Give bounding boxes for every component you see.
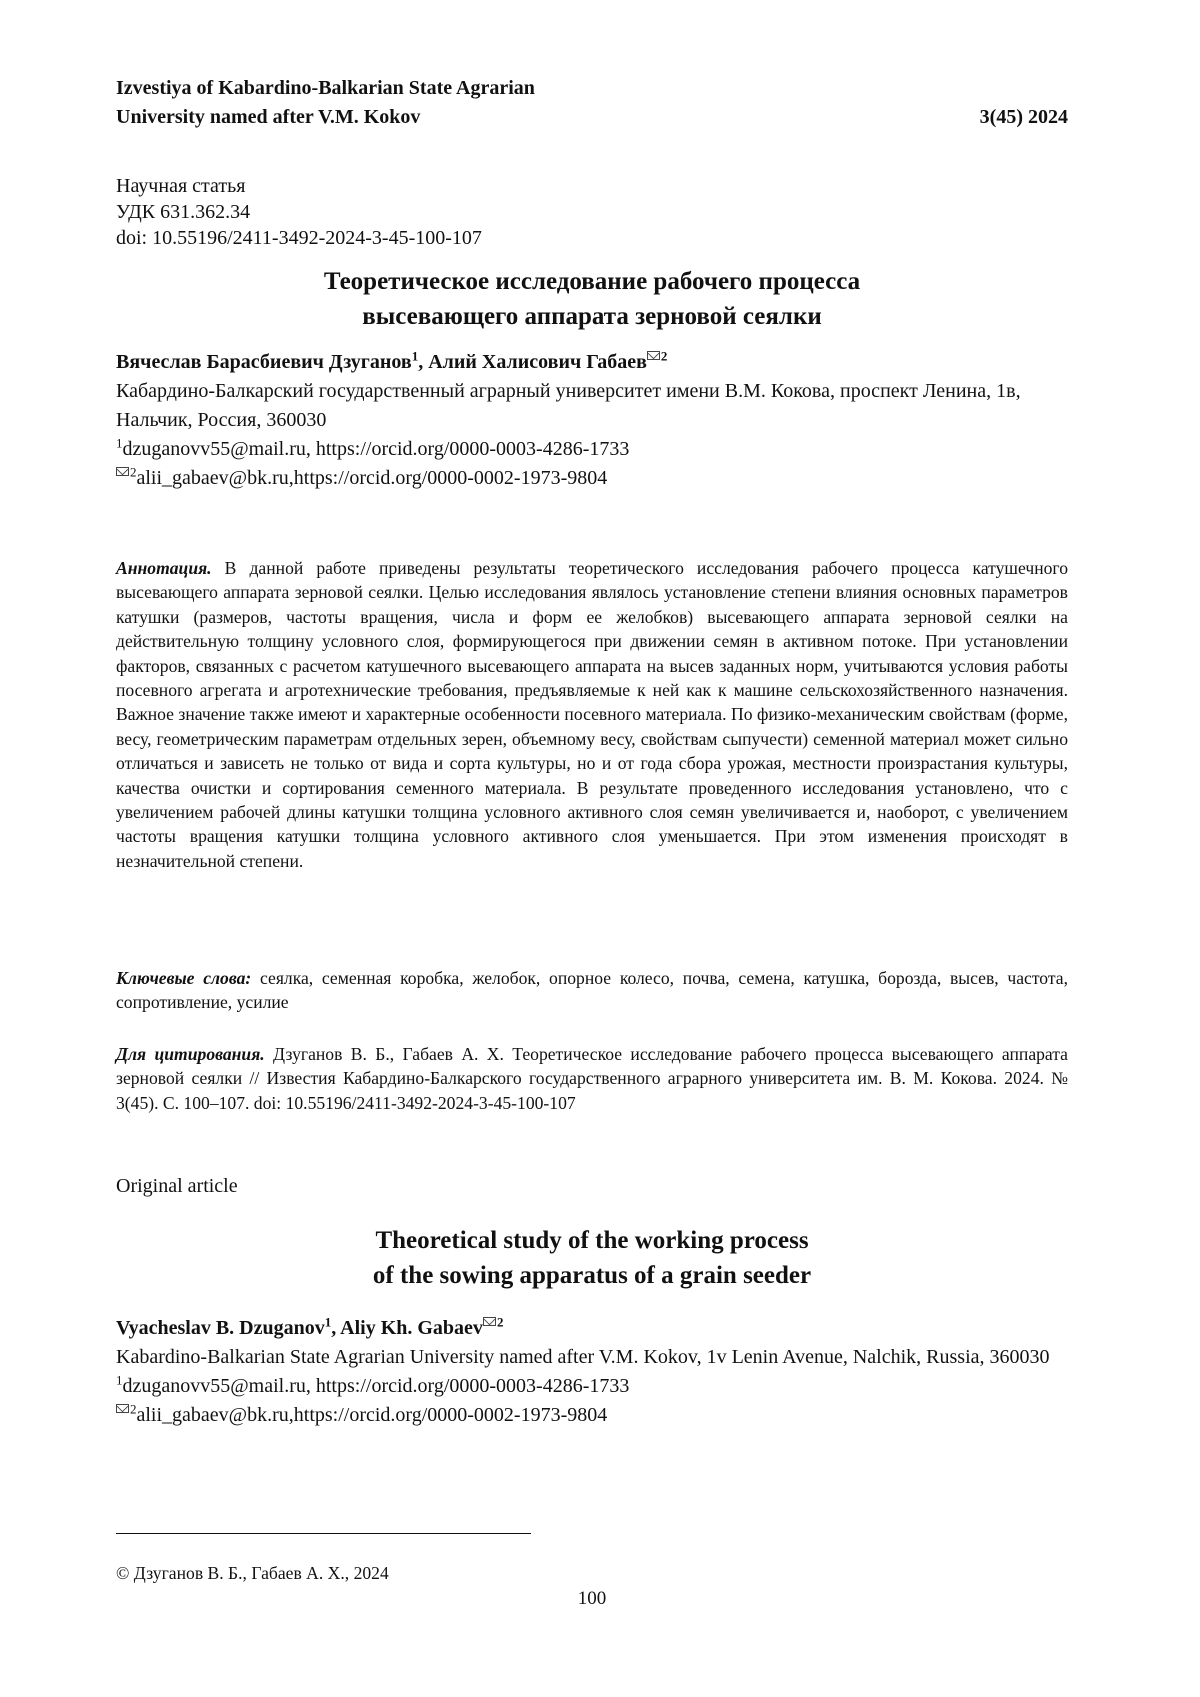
ru-contact1-text[interactable]: dzuganovv55@mail.ru, https://orcid.org/0000-0003-4286-1733 <box>123 438 630 460</box>
envelope-icon <box>483 1317 496 1326</box>
ru-contact2-text[interactable]: alii_gabaev@bk.ru,https://orcid.org/0000-0002-1973-9804 <box>137 467 608 489</box>
ru-author2: Алий Халисович Габаев <box>428 351 647 373</box>
en-author2-sup: 2 <box>497 1314 504 1329</box>
ru-abstract <box>116 556 1068 873</box>
en-contact2-sup: 2 <box>130 1401 137 1416</box>
ru-citation-label: Для цитирования. <box>116 1044 265 1064</box>
en-title-line2: of the sowing apparatus of a grain seeder <box>116 1258 1068 1293</box>
journal-name-line2: University named after V.M. Kokov <box>116 103 420 132</box>
ru-author-names <box>116 348 1068 377</box>
udc-code: УДК 631.362.34 <box>116 199 482 225</box>
ru-article-type: Научная статья <box>116 173 482 199</box>
ru-title-line1: Теоретическое исследование рабочего процесса <box>116 264 1068 299</box>
en-author1-sup: 1 <box>325 1314 332 1329</box>
en-author-separator: , <box>331 1317 340 1339</box>
ru-keywords-text: сеялка, семенная коробка, желобок, опорное колесо, почва, семена, катушка, борозда, высев, частота, сопротивление, усилие <box>116 968 1068 1012</box>
en-authors-block <box>116 1314 1068 1430</box>
journal-header <box>116 74 1068 132</box>
en-contact1 <box>116 1372 1068 1401</box>
ru-author2-sup: 2 <box>661 348 668 363</box>
ru-title <box>116 264 1068 334</box>
en-affiliation: Kabardino-Balkarian State Agrarian University named after V.M. Kokov, 1v Lenin Avenue, Nalchik, Russia, 360030 <box>116 1343 1068 1372</box>
ru-citation <box>116 1042 1068 1115</box>
en-title <box>116 1223 1068 1293</box>
ru-author1: Вячеслав Барасбиевич Дзуганов <box>116 351 412 373</box>
copyright-notice: © Дзуганов В. Б., Габаев А. Х., 2024 <box>116 1563 389 1584</box>
ru-contact1-sup: 1 <box>116 435 123 450</box>
envelope-icon <box>647 351 660 360</box>
doi-link[interactable]: doi: 10.55196/2411-3492-2024-3-45-100-107 <box>116 225 482 251</box>
en-contact1-sup: 1 <box>116 1372 123 1387</box>
ru-keywords-label: Ключевые слова: <box>116 968 251 988</box>
en-contact1-text[interactable]: dzuganovv55@mail.ru, https://orcid.org/0000-0003-4286-1733 <box>123 1375 630 1397</box>
ru-contact2 <box>116 464 1068 493</box>
ru-article-meta <box>116 173 482 251</box>
en-article-type: Original article <box>116 1175 238 1198</box>
ru-authors-block <box>116 348 1068 493</box>
en-title-line1: Theoretical study of the working process <box>116 1223 1068 1258</box>
ru-abstract-text: В данной работе приведены результаты теоретического исследования рабочего процесса катушечного высевающего аппарата зерновой сеялки. Целью исследования являлось установление степени влияния основных параметров катушки (размеров, частоты вращения, числа и форм ее желобков) высевающего аппарата зерновой сеялки на действительную толщину условного слоя, формирующегося при движении семян в активном потоке. При установлении факторов, связанных с расчетом катушечного высевающего аппарата на высев заданных норм, учитываются условия работы посевного агрегата и агротехнические требования, предъявляемые к ней как к машине сельскохозяйственного назначения. Важное значение также имеют и характерные особенности посевного материала. По физико-механическим свойствам (форме, весу, геометрическим параметрам отдельных зерен, объемному весу, свойствам сыпучести) семенной материал может сильно отличаться и зависеть не только от вида и сорта культуры, но и от года сбора урожая, местности произрастания культуры, качества очистки и сортирования семенного материала. В результате проведенного исследования установлено, что с увеличением рабочей длины катушки толщина условного активного слоя семян увеличивается и, наоборот, с увеличением частоты вращения катушки толщина условного активного слоя уменьшается. При этом изменения происходят в незначительной степени. <box>116 558 1068 871</box>
footnote-divider <box>116 1533 531 1534</box>
ru-author1-sup: 1 <box>412 348 419 363</box>
journal-name-line1: Izvestiya of Kabardino-Balkarian State Agrarian <box>116 74 1068 103</box>
envelope-icon <box>116 467 129 476</box>
en-author2: Aliy Kh. Gabaev <box>340 1317 483 1339</box>
ru-author-separator: , <box>418 351 428 373</box>
ru-keywords <box>116 966 1068 1015</box>
en-author-names <box>116 1314 1068 1343</box>
en-author1: Vyacheslav B. Dzuganov <box>116 1317 325 1339</box>
issue-label: 3(45) 2024 <box>980 103 1068 132</box>
page-number: 100 <box>116 1588 1068 1610</box>
ru-title-line2: высевающего аппарата зерновой сеялки <box>116 299 1068 334</box>
en-contact2 <box>116 1401 1068 1430</box>
ru-contact1 <box>116 435 1068 464</box>
ru-abstract-label: Аннотация. <box>116 558 212 578</box>
ru-contact2-sup: 2 <box>130 464 137 479</box>
envelope-icon <box>116 1404 129 1413</box>
ru-citation-text: Дзуганов В. Б., Габаев А. Х. Теоретическое исследование рабочего процесса высевающего аппарата зерновой сеялки // Известия Кабардино-Балкарского государственного аграрного университета им. В. М. Кокова. 2024. № 3(45). С. 100–107. doi: 10.55196/2411-3492-2024-3-45-100-107 <box>116 1044 1068 1113</box>
en-contact2-text[interactable]: alii_gabaev@bk.ru,https://orcid.org/0000-0002-1973-9804 <box>137 1404 608 1426</box>
ru-affiliation: Кабардино-Балкарский государственный аграрный университет имени В.М. Кокова, проспект Ленина, 1в, Нальчик, Россия, 360030 <box>116 377 1068 435</box>
